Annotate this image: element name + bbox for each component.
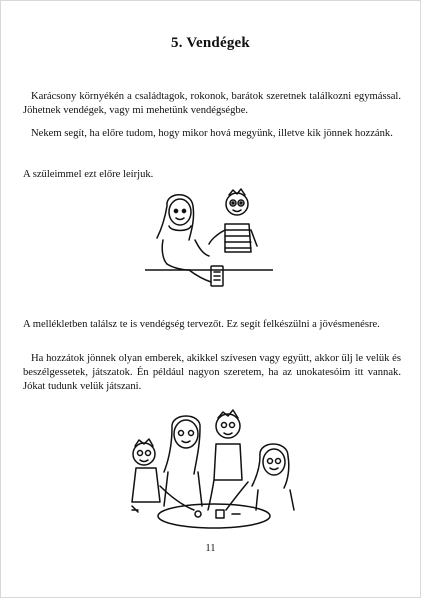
paragraph-3: A szüleimmel ezt előre leírjuk. [23,169,154,180]
paragraph-4: A mellékletben találsz te is vendégség tervezőt. Ez segít felkészülni a jövésmenésre. [23,319,380,330]
paragraph-5: Ha hozzátok jönnek olyan emberek, akikkel szívesen vagy együtt, akkor ülj le velük és beszélgessetek, játszatok. Én például nagyon szeretem, ha az unokatesóim itt vannak. Jókat tudunk velük játszani. [23,353,401,393]
paragraph-2: Nekem segít, ha előre tudom, hogy mikor hová megyünk, illetve kik jönnek hozzánk. [31,128,393,139]
parents-planning-illustration [145,186,273,300]
children-playing-illustration [128,406,300,536]
paragraph-1: Karácsony környékén a családtagok, rokonok, barátok szeretnek találkozni egymással. Jöhetnek vendégek, vagy mi mehetünk vendégségbe. [23,91,401,117]
page-title: 5. Vendégek [171,35,250,51]
page-number: 11 [205,543,216,554]
